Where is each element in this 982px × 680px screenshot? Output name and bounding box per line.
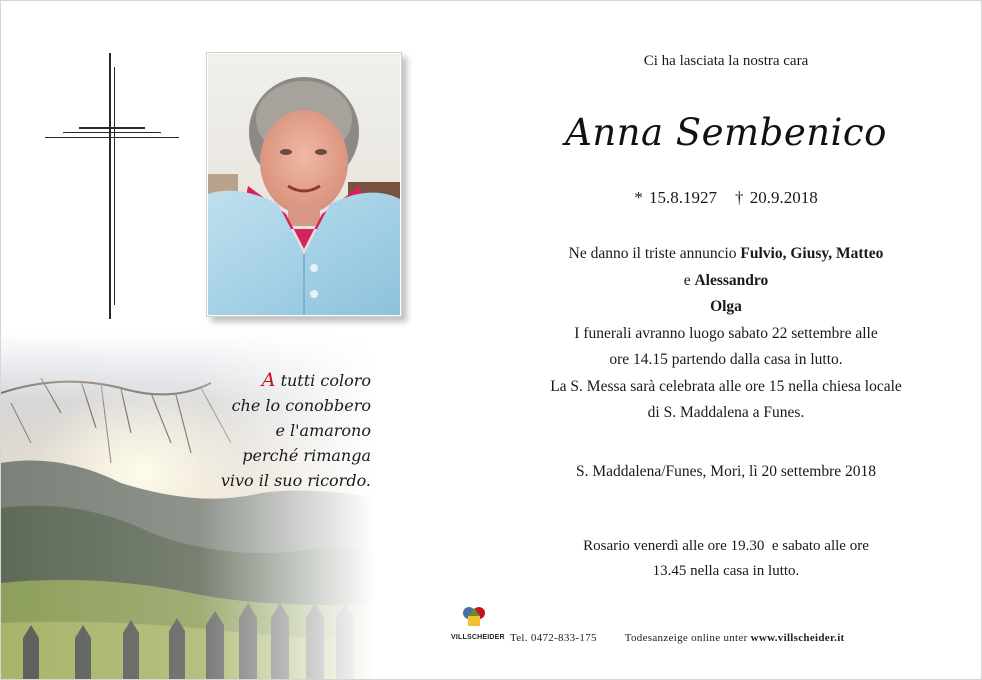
poem-line-1: tutti coloro xyxy=(275,371,371,390)
poem-dropcap: A xyxy=(261,369,276,391)
funeral-line-2: ore 14.15 partendo dalla casa in lutto. xyxy=(609,351,843,368)
family-name-olga: Olga xyxy=(710,298,742,315)
poem-line-2: che lo conobbero xyxy=(231,396,371,415)
logo-brand: VILLSCHEIDER xyxy=(451,634,505,641)
family-names: Fulvio, Giusy, Matteo xyxy=(740,245,884,262)
footer-online-text: Todesanzeige online unter xyxy=(624,632,751,644)
villscheider-logo xyxy=(451,604,505,654)
deceased-name: Anna Sembenico xyxy=(565,111,887,154)
birth-date: * 15.8.1927 xyxy=(634,188,717,207)
rosary-line-1: Rosario venerdì alle ore 19.30 e sabato alle ore xyxy=(583,538,869,554)
memorial-poem xyxy=(201,368,371,493)
intro-text: Ci ha lasciata la nostra cara xyxy=(643,53,809,69)
poem-line-5: vivo il suo ricordo. xyxy=(220,471,371,490)
family-name-alessandro: Alessandro xyxy=(694,271,769,289)
footer xyxy=(510,632,845,644)
rosary-text xyxy=(496,534,956,584)
death-date: † 20.9.2018 xyxy=(735,188,818,207)
mass-line-2: di S. Maddalena a Funes. xyxy=(647,404,805,421)
cross-icon xyxy=(45,53,179,319)
funeral-line-1: I funerali avranno luogo sabato 22 settembre alle xyxy=(574,324,878,342)
life-dates xyxy=(496,188,956,208)
mass-line-1: La S. Messa sarà celebrata alle ore 15 nella chiesa locale xyxy=(550,377,902,395)
announcement-and: e xyxy=(683,271,695,289)
portrait-photo xyxy=(206,52,402,317)
poem-line-3: e l'amarono xyxy=(275,421,371,440)
announcement-text xyxy=(496,241,956,427)
crest-icon xyxy=(461,604,487,628)
poem-line-4: perché rimanga xyxy=(242,446,371,465)
footer-phone: Tel. 0472-833-175 xyxy=(510,632,597,644)
announcement-prefix: Ne danno il triste annuncio xyxy=(568,245,741,262)
rosary-line-2: 13.45 nella casa in lutto. xyxy=(652,563,800,579)
place-date: S. Maddalena/Funes, Mori, lì 20 settembre 2018 xyxy=(575,463,877,480)
footer-website-link[interactable]: www.villscheider.it xyxy=(750,632,845,644)
